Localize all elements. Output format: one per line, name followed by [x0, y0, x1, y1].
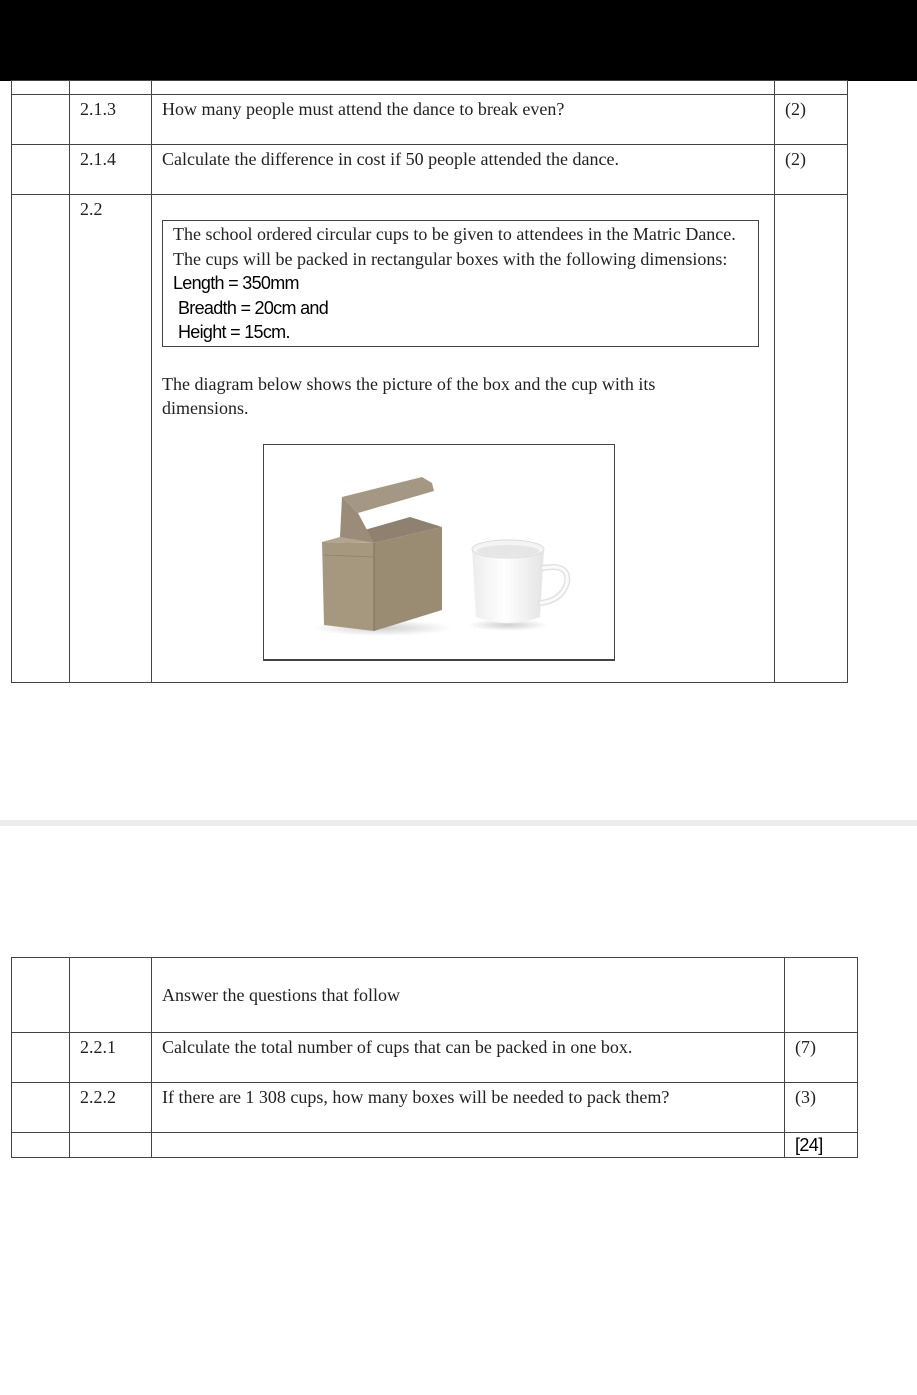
question-text: How many people must attend the dance to break even?: [152, 95, 775, 145]
question-number: 2.1.3: [70, 95, 152, 145]
table-row: [12, 1133, 858, 1158]
table-row: [12, 81, 848, 95]
question-marks: (3): [785, 1083, 858, 1133]
table-row: [12, 1033, 858, 1083]
question-table-upper: [11, 80, 848, 683]
question-table-lower: [11, 957, 858, 1158]
dimension-height: Height = 15cm.: [178, 322, 290, 342]
question-text: Calculate the difference in cost if 50 people attended the dance.: [152, 145, 775, 195]
question-content: [152, 195, 775, 683]
top-black-bar: [0, 0, 917, 81]
dimension-length: Length = 350mm: [173, 273, 299, 293]
question-number: 2.1.4: [70, 145, 152, 195]
diagram-description: The diagram below shows the picture of the box and the cup with its dimensions.: [162, 373, 656, 418]
page-separator: [0, 820, 917, 826]
total-marks: [24]: [785, 1133, 858, 1158]
question-number: 2.2.1: [70, 1033, 152, 1083]
question-text: Calculate the total number of cups that can be packed in one box.: [152, 1033, 785, 1083]
table-row: [12, 195, 848, 683]
question-text: If there are 1 308 cups, how many boxes will be needed to pack them?: [152, 1083, 785, 1133]
question-number: 2.2: [70, 195, 152, 683]
table-row: [12, 958, 858, 1033]
info-box: [162, 220, 759, 347]
question-marks: (2): [775, 95, 848, 145]
mug-icon: [468, 540, 567, 631]
box-icon: [312, 477, 452, 636]
question-number: 2.2.2: [70, 1083, 152, 1133]
figure-illustration: [264, 445, 614, 657]
table-row: [12, 95, 848, 145]
question-marks: (7): [785, 1033, 858, 1083]
table-row: [12, 1083, 858, 1133]
table-row: [12, 145, 848, 195]
question-marks: (2): [775, 145, 848, 195]
instruction-text: Answer the questions that follow: [152, 958, 785, 1033]
box-and-cup-figure: [263, 444, 615, 661]
dimension-breadth: Breadth = 20cm and: [178, 297, 329, 318]
info-intro: The school ordered circular cups to be given to attendees in the Matric Dance. The cups will be packed in rectangular boxes with the following dimensions:: [173, 224, 736, 269]
